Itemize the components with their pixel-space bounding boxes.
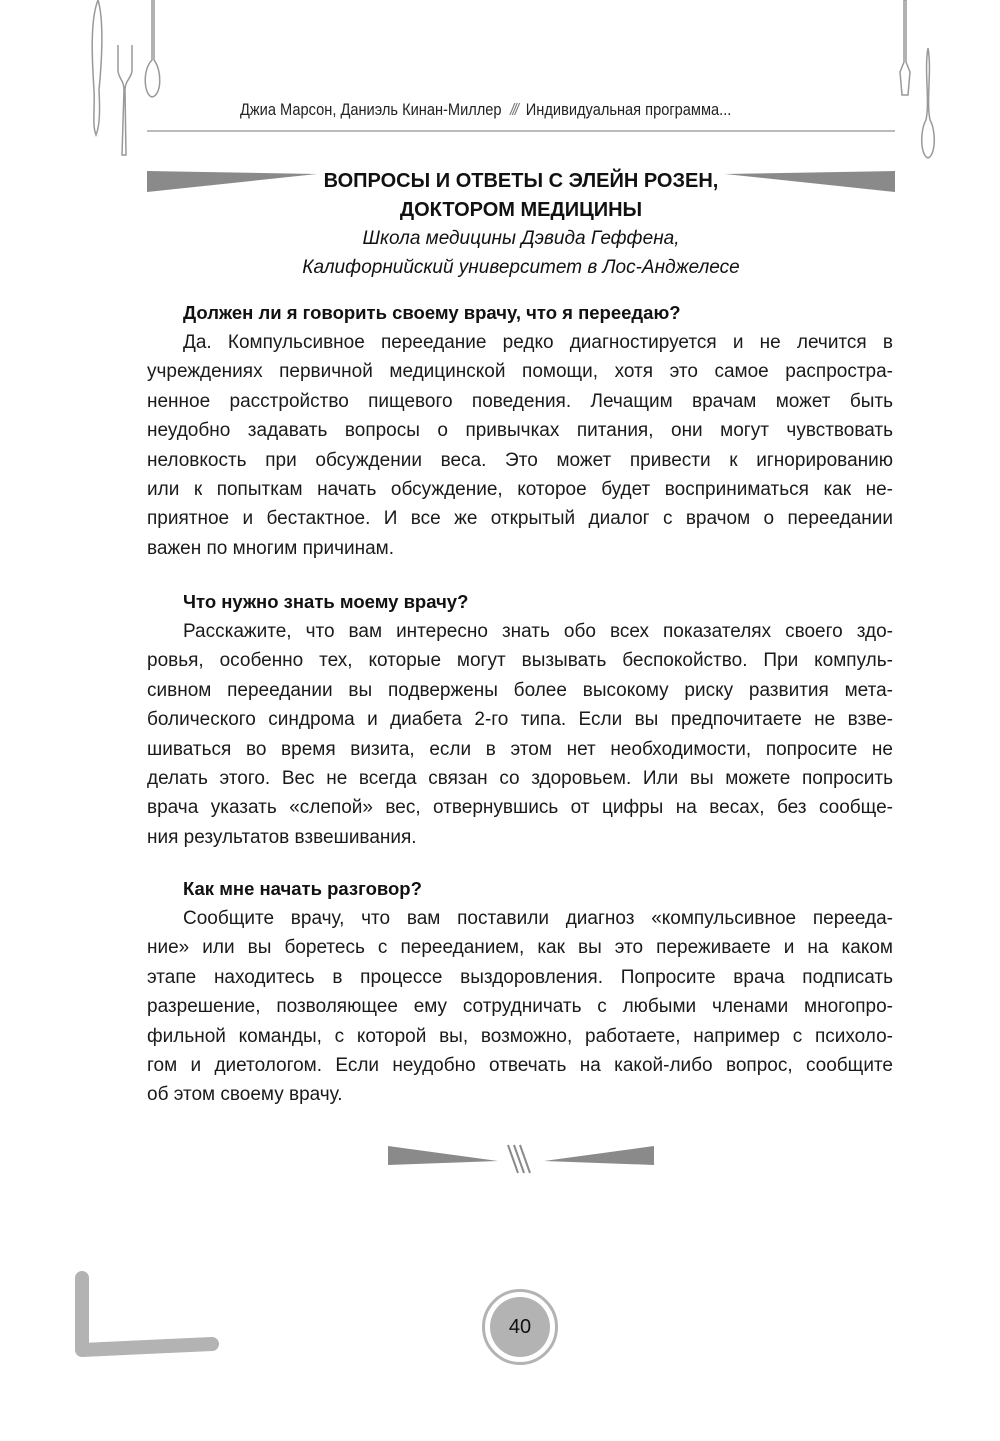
answer-line: шиваться во время визита, если в этом нет необходимости, попросите не bbox=[147, 738, 893, 760]
answer-line: неудобно задавать вопросы о привычках питания, они могут чувствовать bbox=[147, 420, 893, 442]
answer-line: ровья, особенно тех, которые могут вызывать беспокойство. При компуль- bbox=[147, 650, 893, 672]
answer-line: важен по многим причинам. bbox=[147, 537, 395, 559]
end-ornament bbox=[388, 1143, 654, 1175]
section-title-line2: ДОКТОРОМ МЕДИЦИНЫ bbox=[399, 199, 643, 221]
question-heading: Должен ли я говорить своему врачу, что я переедаю? bbox=[183, 302, 681, 323]
section-title-line1: ВОПРОСЫ И ОТВЕТЫ С ЭЛЕЙН РОЗЕН, bbox=[323, 170, 719, 192]
header-divider bbox=[147, 130, 895, 132]
answer-line: делать этого. Вес не всегда связан со здоровьем. Или вы можете попросить bbox=[147, 768, 893, 789]
header-separator: /// bbox=[510, 100, 518, 119]
running-header bbox=[240, 100, 739, 120]
header-authors: Джиа Марсон, Даниэль Кинан-Миллер bbox=[240, 100, 502, 119]
answer-line: Сообщите врачу, что вам поставили диагноз «компульсивное перееда- bbox=[183, 908, 893, 929]
answer-line: учреждениях первичной медицинской помощи, хотя это самое распростра- bbox=[147, 361, 893, 383]
answer-line: ния результатов взвешивания. bbox=[147, 826, 417, 848]
answer-line: об этом своему врачу. bbox=[147, 1084, 343, 1106]
page-number: 40 bbox=[490, 1297, 550, 1357]
answer-line: гом и диетологом. Если неудобно отвечать на какой-либо вопрос, сообщите bbox=[147, 1055, 893, 1076]
answer-line: врача указать «слепой» вес, отвернувшись от цифры на весах, без сообще- bbox=[147, 797, 893, 819]
answer-line: приятное и бестактное. И все же открытый диалог с врачом о переедании bbox=[147, 508, 893, 530]
answer-line: или к попыткам начать обсуждение, которое будет восприниматься как не- bbox=[147, 479, 893, 500]
section-subtitle-line1: Школа медицины Дэвида Геффена, bbox=[362, 228, 680, 249]
corner-bracket-ornament bbox=[72, 1268, 222, 1368]
question-heading: Как мне начать разговор? bbox=[183, 878, 422, 899]
section-subtitle-line2: Калифорнийский университет в Лос-Анджелесе bbox=[302, 257, 740, 278]
answer-line: неловкость при обсуждении веса. Это может привести к игнорированию bbox=[147, 449, 893, 471]
answer-line: ние» или вы боретесь с перееданием, как вы это переживаете и на каком bbox=[147, 937, 893, 959]
answer-line: фильной команды, с которой вы, возможно, работаете, например с психоло- bbox=[147, 1025, 893, 1047]
answer-line: Расскажите, что вам интересно знать обо всех показателях своего здо- bbox=[183, 621, 893, 642]
answer-line: сивном переедании вы подвержены более высокому риску развития мета- bbox=[147, 679, 893, 701]
cutlery-left-icon bbox=[80, 0, 170, 160]
answer-line: ненное расстройство пищевого поведения. Лечащим врачам может быть bbox=[147, 390, 893, 412]
question-heading: Что нужно знать моему врачу? bbox=[183, 591, 469, 612]
cutlery-right-icon bbox=[890, 0, 960, 160]
header-book-title: Индивидуальная программа... bbox=[525, 100, 732, 119]
answer-line: разрешение, позволяющее ему сотрудничать с любыми членами многопро- bbox=[147, 996, 893, 1018]
answer-line: этапе находитесь в процессе выздоровления. Попросите врача подписать bbox=[147, 966, 893, 988]
answer-line: болического синдрома и диабета 2-го типа. Если вы предпочитаете не взве- bbox=[147, 709, 893, 731]
answer-line: Да. Компульсивное переедание редко диагностируется и не лечится в bbox=[183, 332, 893, 353]
page-number-badge bbox=[482, 1289, 558, 1365]
